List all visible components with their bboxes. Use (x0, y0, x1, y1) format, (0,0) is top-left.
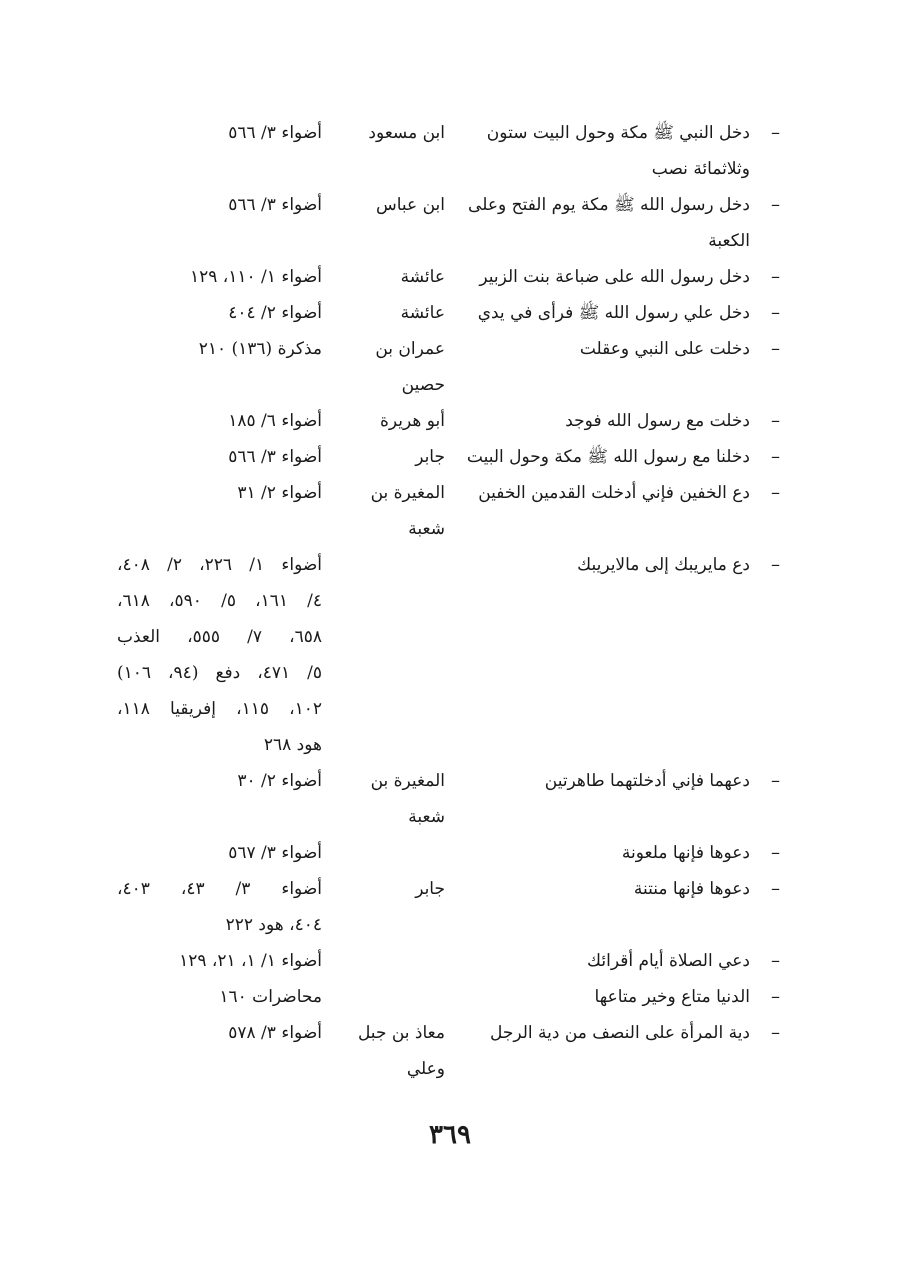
entry-line (0, 871, 900, 907)
source-reference: ٥/ ٤٧١، دفع (٩٤، ١٠٦) (117, 663, 322, 683)
entry-line (0, 655, 900, 691)
index-entry (0, 1015, 900, 1087)
narrator: جابر (415, 447, 445, 467)
entry-dash: – (771, 1022, 780, 1043)
entry-dash: – (771, 986, 780, 1007)
entry-line (0, 331, 900, 367)
entry-dash: – (771, 266, 780, 287)
hadith-text: دخل رسول الله ﷺ مكة يوم الفتح وعلى (468, 195, 750, 215)
hadith-text: الكعبة (708, 231, 750, 251)
entry-dash: – (771, 194, 780, 215)
entry-line (0, 907, 900, 943)
entry-line (0, 1015, 900, 1051)
entry-line (0, 979, 900, 1015)
entry-line (0, 259, 900, 295)
entry-line (0, 475, 900, 511)
hadith-text: دخل رسول الله على ضباعة بنت الزبير (479, 267, 750, 287)
entry-line (0, 151, 900, 187)
narrator: المغيرة بن (370, 483, 445, 503)
index-entry (0, 475, 900, 547)
entry-line (0, 727, 900, 763)
source-reference: أضواء ١/ ١١٠، ١٢٩ (189, 267, 322, 287)
index-entry (0, 259, 900, 295)
source-reference: ١٠٢، ١١٥، إفريقيا ١١٨، (117, 699, 323, 719)
source-reference: أضواء ٣/ ٥٦٧ (228, 843, 322, 863)
entry-dash: – (771, 554, 780, 575)
source-reference: هود ٢٦٨ (263, 735, 322, 755)
narrator: ابن مسعود (368, 123, 445, 143)
index-entry (0, 871, 900, 943)
entry-line (0, 187, 900, 223)
source-reference: أضواء ٦/ ١٨٥ (228, 411, 322, 431)
entry-line (0, 799, 900, 835)
entry-line (0, 619, 900, 655)
source-reference: أضواء ٢/ ٣٠ (237, 771, 322, 791)
entry-dash: – (771, 482, 780, 503)
hadith-text: دعهما فإني أدخلتهما طاهرتين (544, 771, 750, 791)
source-reference: مذكرة (١٣٦) ٢١٠ (198, 339, 322, 359)
index-entry (0, 763, 900, 835)
source-reference: أضواء ٣/ ٥٦٦ (228, 195, 322, 215)
hadith-text: دخلت مع رسول الله فوجد (565, 411, 750, 431)
hadith-text: دعوها فإنها منتنة (633, 879, 750, 899)
source-reference: أضواء ١/ ١، ٢١، ١٢٩ (179, 951, 322, 971)
narrator: شعبة (408, 807, 445, 827)
narrator: شعبة (408, 519, 445, 539)
narrator: جابر (415, 879, 445, 899)
narrator: حصين (401, 375, 445, 395)
source-reference: أضواء ٣/ ٥٧٨ (228, 1023, 322, 1043)
hadith-text: دعي الصلاة أيام أقرائك (587, 951, 750, 971)
index-entry (0, 547, 900, 763)
entry-line (0, 583, 900, 619)
hadith-text: دخلنا مع رسول الله ﷺ مكة وحول البيت (466, 447, 750, 467)
narrator: ابن عباس (375, 195, 445, 215)
index-entry (0, 439, 900, 475)
entry-line (0, 403, 900, 439)
index-entry (0, 979, 900, 1015)
narrator: عمران بن (375, 339, 445, 359)
entry-dash: – (771, 410, 780, 431)
entry-dash: – (771, 338, 780, 359)
hadith-text: دع مايريبك إلى مالايريبك (577, 555, 750, 575)
source-reference: أضواء ٢/ ٣١ (237, 483, 322, 503)
entry-line (0, 835, 900, 871)
hadith-text: دخلت على النبي وعقلت (579, 339, 750, 359)
entry-dash: – (771, 446, 780, 467)
index-entry (0, 295, 900, 331)
page-number: ٣٦٩ (429, 1120, 471, 1150)
hadith-text: دع الخفين فإني أدخلت القدمين الخفين (478, 483, 750, 503)
entry-line (0, 439, 900, 475)
entry-dash: – (771, 770, 780, 791)
entry-line (0, 511, 900, 547)
hadith-text: الدنيا متاع وخير متاعها (594, 987, 750, 1007)
narrator: عائشة (400, 267, 445, 287)
narrator: معاذ بن جبل (357, 1023, 445, 1043)
index-entry (0, 187, 900, 259)
narrator: عائشة (400, 303, 445, 323)
entry-line (0, 1051, 900, 1087)
index-entry (0, 835, 900, 871)
entry-dash: – (771, 950, 780, 971)
narrator: وعلي (406, 1059, 445, 1079)
entry-line (0, 943, 900, 979)
entry-dash: – (771, 302, 780, 323)
entry-line (0, 691, 900, 727)
hadith-text: دعوها فإنها ملعونة (621, 843, 750, 863)
entry-line (0, 223, 900, 259)
entry-line (0, 367, 900, 403)
hadith-text: دخل النبي ﷺ مكة وحول البيت ستون (486, 123, 750, 143)
source-reference: ٦٥٨، ٧/ ٥٥٥، العذب (117, 627, 323, 647)
hadith-text: دخل علي رسول الله ﷺ فرأى في يدي (477, 303, 750, 323)
entry-dash: – (771, 122, 780, 143)
index-entry (0, 115, 900, 187)
narrator: أبو هريرة (379, 411, 445, 431)
source-reference: أضواء ٣/ ٥٦٦ (228, 123, 322, 143)
entry-line (0, 295, 900, 331)
source-reference: أضواء ٢/ ٤٠٤ (228, 303, 322, 323)
entry-dash: – (771, 878, 780, 899)
hadith-text: وثلاثمائة نصب (651, 159, 750, 179)
narrator: المغيرة بن (370, 771, 445, 791)
index-entry (0, 331, 900, 403)
hadith-text: دية المرأة على النصف من دية الرجل (489, 1023, 750, 1043)
index-entry (0, 943, 900, 979)
source-reference: محاضرات ١٦٠ (219, 987, 322, 1007)
hadith-index-list (0, 115, 900, 1087)
source-reference: أضواء ٣/ ٤٣، ٤٠٣، (117, 879, 322, 899)
entry-dash: – (771, 842, 780, 863)
index-entry (0, 403, 900, 439)
entry-line (0, 547, 900, 583)
source-reference: ٤٠٤، هود ٢٢٢ (225, 915, 322, 935)
source-reference: أضواء ١/ ٢٢٦، ٢/ ٤٠٨، (117, 555, 323, 575)
entry-line (0, 115, 900, 151)
source-reference: ٤/ ١٦١، ٥/ ٥٩٠، ٦١٨، (117, 591, 322, 611)
source-reference: أضواء ٣/ ٥٦٦ (228, 447, 322, 467)
entry-line (0, 763, 900, 799)
